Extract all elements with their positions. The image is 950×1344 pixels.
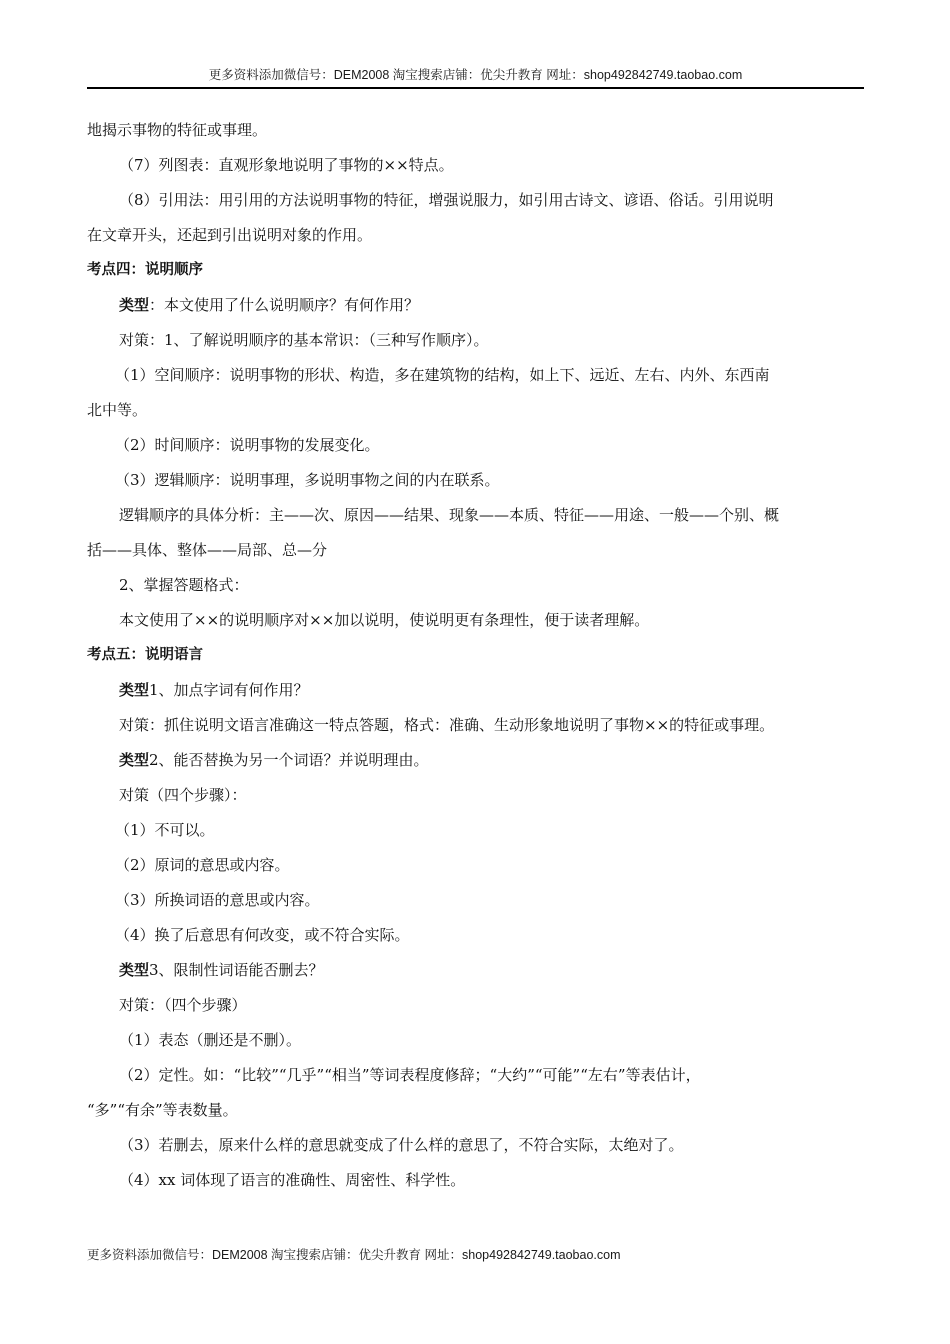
list-item: （4）xx 词体现了语言的准确性、周密性、科学性。 <box>119 1171 466 1189</box>
paragraph-line: 在文章开头，还起到引出说明对象的作用。 <box>87 226 373 244</box>
type-label: 类型 <box>119 296 150 314</box>
list-item-continuation: 北中等。 <box>87 401 148 419</box>
type-text: 2、能否替换为另一个词语？并说明理由。 <box>149 751 429 769</box>
answer-format: 本文使用了××的说明顺序对××加以说明，使说明更有条理性，便于读者理解。 <box>119 611 650 629</box>
section-heading-language: 考点五：说明语言 <box>87 647 203 663</box>
strategy-line: 对策：抓住说明文语言准确这一特点答题，格式：准确、生动形象地说明了事物××的特征或事理。 <box>119 716 775 734</box>
paragraph-line: 地揭示事物的特征或事理。 <box>87 121 268 139</box>
analysis-line-continuation: 括——具体、整体——局部、总—分 <box>87 541 328 559</box>
list-item: （3）逻辑顺序：说明事理，多说明事物之间的内在联系。 <box>115 471 500 489</box>
list-item: （2）时间顺序：说明事物的发展变化。 <box>115 436 380 454</box>
strategy-line: 对策：（四个步骤） <box>119 996 247 1014</box>
list-item: （2）定性。如：“比较”“几乎”“相当”等词表程度修辞；“大约”“可能”“左右”等表估计， <box>119 1066 701 1084</box>
list-item: （3）所换词语的意思或内容。 <box>115 891 320 909</box>
strategy-line: 对策（四个步骤）： <box>119 786 247 804</box>
type-text: ：本文使用了什么说明顺序？有何作用？ <box>149 296 420 314</box>
page-footer: 更多资料添加微信号：DEM2008 淘宝搜索店铺：优尖升教育 网址：shop492842749.taobao.com <box>87 1248 621 1262</box>
list-item: （1）表态（删还是不删）。 <box>119 1031 302 1049</box>
question-type <box>87 953 865 988</box>
list-item: （1）不可以。 <box>115 821 215 839</box>
paragraph-line: （7）列图表：直观形象地说明了事物的××特点。 <box>119 156 454 174</box>
document-body <box>87 113 865 1198</box>
list-item: （3）若删去，原来什么样的意思就变成了什么样的意思了，不符合实际，太绝对了。 <box>119 1136 684 1154</box>
step-line: 2、掌握答题格式： <box>119 576 249 594</box>
section-heading-order: 考点四：说明顺序 <box>87 262 203 278</box>
strategy-line: 对策：1、了解说明顺序的基本常识：（三种写作顺序）。 <box>119 331 489 349</box>
header-divider <box>87 87 864 89</box>
type-label: 类型 <box>119 751 150 769</box>
type-label: 类型 <box>119 681 150 699</box>
list-item: （4）换了后意思有何改变，或不符合实际。 <box>115 926 410 944</box>
analysis-line: 逻辑顺序的具体分析：主——次、原因——结果、现象——本质、特征——用途、一般——个别、概 <box>119 506 780 524</box>
question-type <box>87 288 865 323</box>
list-item: （2）原词的意思或内容。 <box>115 856 290 874</box>
type-text: 3、限制性词语能否删去？ <box>149 961 324 979</box>
list-item-continuation: “多”“有余”等表数量。 <box>87 1101 238 1119</box>
page-header: 更多资料添加微信号：DEM2008 淘宝搜索店铺：优尖升教育 网址：shop492842749.taobao.com <box>208 68 743 82</box>
question-type <box>87 673 865 708</box>
paragraph-line: （8）引用法：用引用的方法说明事物的特征，增强说服力，如引用古诗文、谚语、俗话。引用说明 <box>119 191 774 209</box>
list-item: （1）空间顺序：说明事物的形状、构造，多在建筑物的结构，如上下、远近、左右、内外、东西南 <box>115 366 770 384</box>
type-text: 1、加点字词有何作用？ <box>149 681 309 699</box>
type-label: 类型 <box>119 961 150 979</box>
question-type <box>87 743 865 778</box>
